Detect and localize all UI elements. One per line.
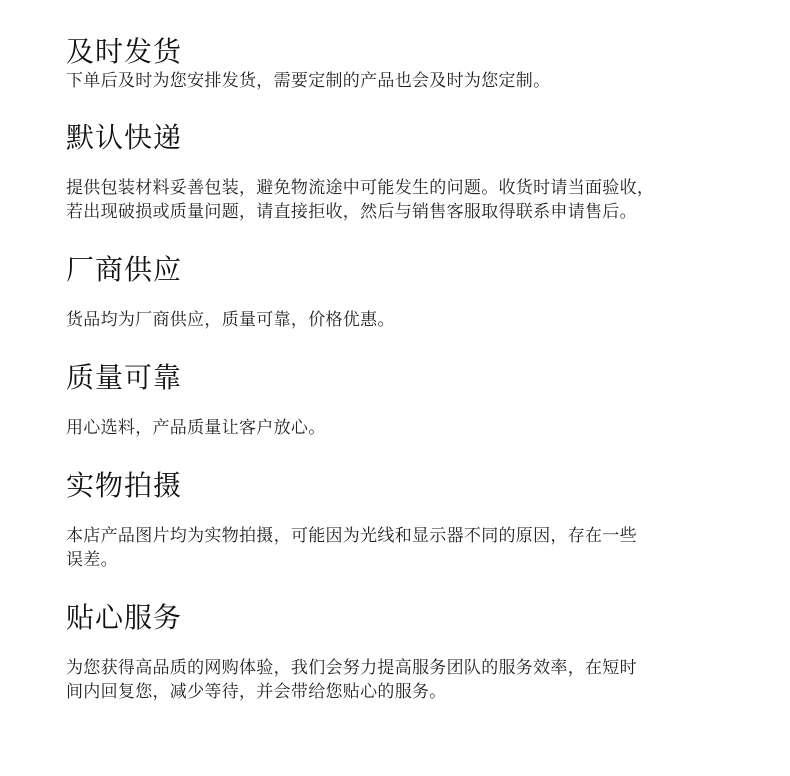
section-photos [66, 470, 746, 572]
section-text-line: 货品均为厂商供应，质量可靠，价格优惠。 [66, 310, 395, 330]
section-express [66, 122, 746, 224]
section-shipping [66, 36, 746, 93]
section-quality [66, 362, 746, 440]
section-title: 贴心服务 [66, 601, 183, 634]
section-title: 默认快递 [66, 121, 183, 154]
section-service [66, 602, 746, 704]
section-text-line: 为您获得高品质的网购体验，我们会努力提高服务团队的服务效率，在短时 [66, 658, 637, 678]
section-text-line: 间内回复您，减少等待，并会带给您贴心的服务。 [66, 682, 447, 702]
section-title: 厂商供应 [66, 253, 183, 286]
section-text-line: 本店产品图片均为实物拍摄，可能因为光线和显示器不同的原因，存在一些 [66, 526, 637, 546]
section-title: 实物拍摄 [66, 469, 183, 502]
section-text-line: 提供包装材料妥善包装，避免物流途中可能发生的问题。收货时请当面验收， [66, 178, 655, 198]
section-title: 质量可靠 [66, 361, 183, 394]
section-text-line: 下单后及时为您安排发货，需要定制的产品也会及时为您定制。 [66, 71, 551, 91]
section-supply [66, 254, 746, 332]
section-title: 及时发货 [66, 35, 183, 68]
section-text-line: 若出现破损或质量问题，请直接拒收，然后与销售客服取得联系申请售后。 [66, 202, 637, 222]
section-text-line: 误差。 [66, 550, 118, 570]
section-text-line: 用心选料，产品质量让客户放心。 [66, 418, 326, 438]
